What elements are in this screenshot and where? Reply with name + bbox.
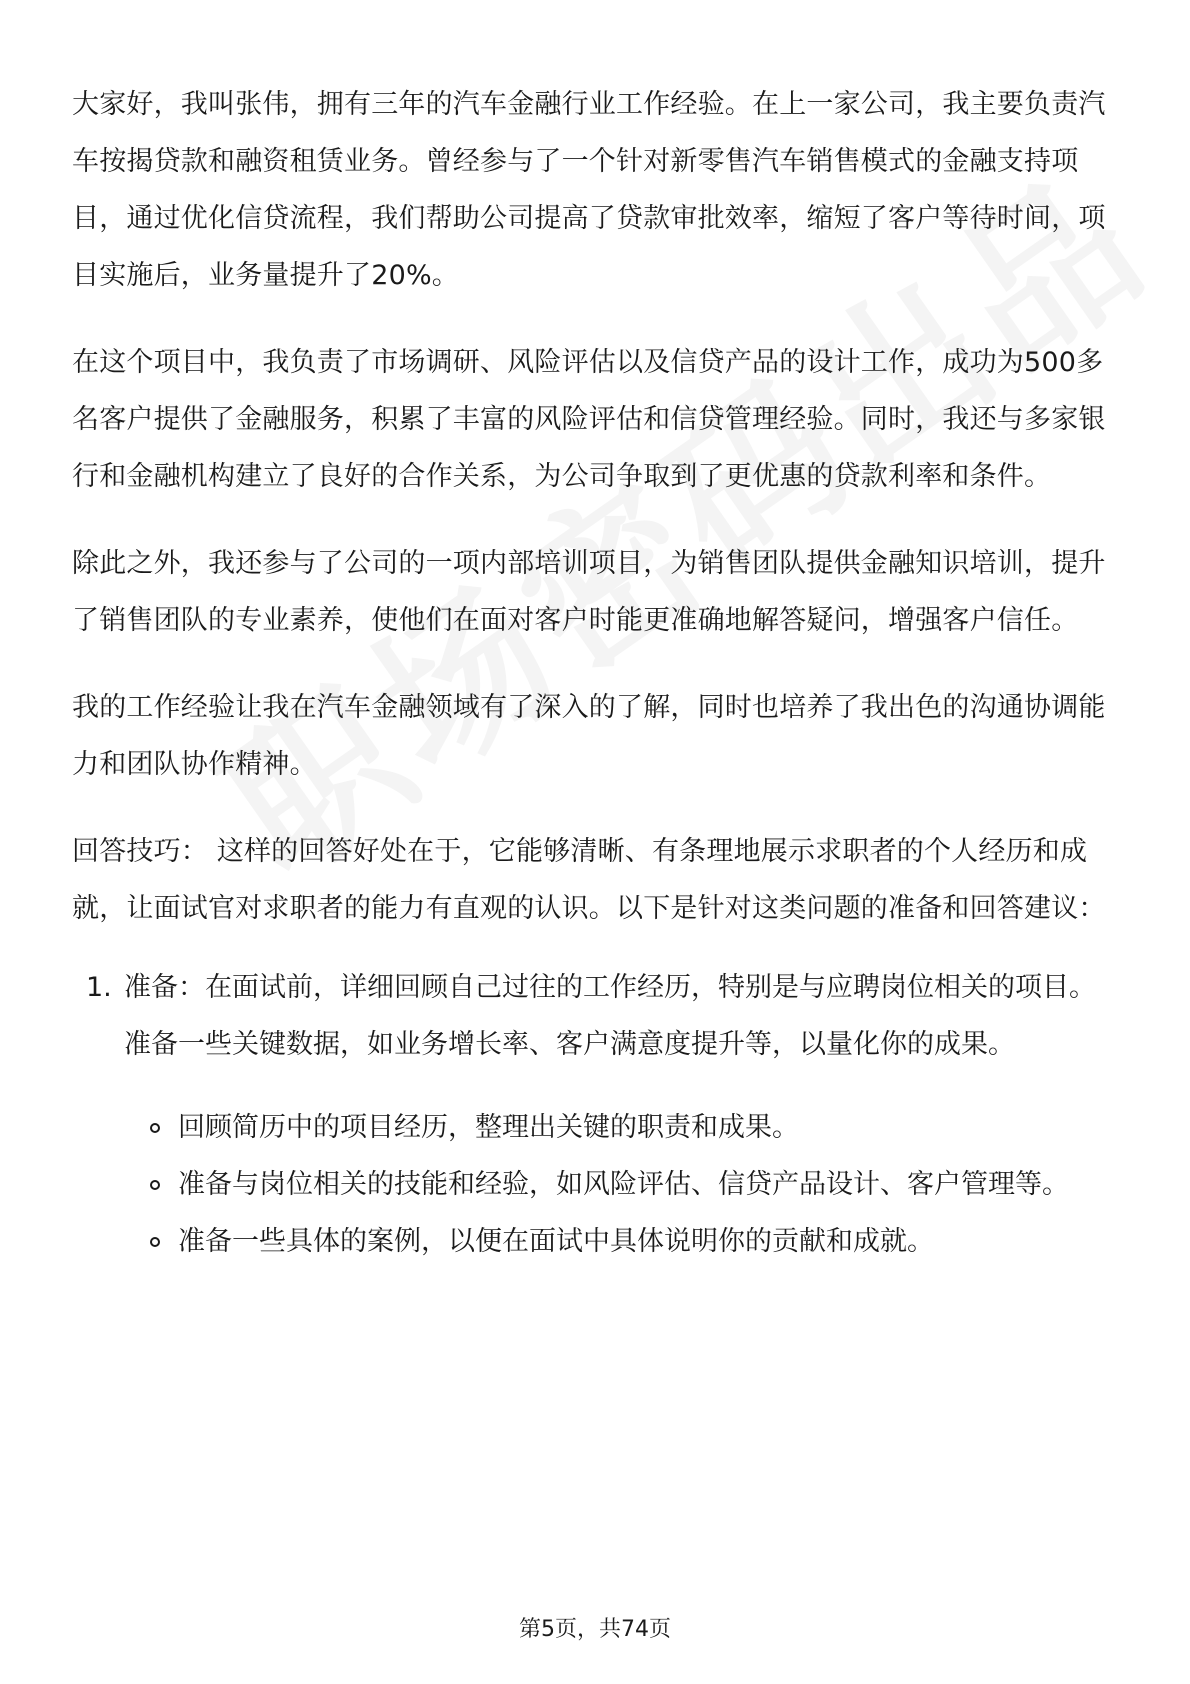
circle-bullet-icon (150, 1123, 160, 1133)
sub-list-item-text: 准备一些具体的案例，以便在面试中具体说明你的贡献和成就。 (178, 1226, 934, 1257)
paragraph-training: 除此之外，我还参与了公司的一项内部培训项目，为销售团队提供金融知识培训，提升了销售团队的专业素养，使他们在面对客户时能更准确地解答疑问，增强客户信任。 (72, 548, 1106, 636)
sub-list (72, 1099, 1120, 1270)
list-item (72, 959, 1120, 1270)
circle-bullet-icon (150, 1237, 160, 1247)
sub-list-item (72, 1213, 1120, 1270)
sub-list-item-text: 回顾简历中的项目经历，整理出关键的职责和成果。 (178, 1112, 799, 1143)
document-body (72, 76, 1120, 1270)
paragraph-tips: 回答技巧： 这样的回答好处在于，它能够清晰、有条理地展示求职者的个人经历和成就，让面试官对求职者的能力有直观的认识。以下是针对这类问题的准备和回答建议： (72, 836, 1106, 924)
sub-list-item-text: 准备与岗位相关的技能和经验，如风险评估、信贷产品设计、客户管理等。 (178, 1169, 1069, 1200)
paragraph-intro: 大家好，我叫张伟，拥有三年的汽车金融行业工作经验。在上一家公司，我主要负责汽车按揭贷款和融资租赁业务。曾经参与了一个针对新零售汽车销售模式的金融支持项目，通过优化信贷流程，我们帮助公司提高了贷款审批效率，缩短了客户等待时间，项目实施后，业务量提升了20%。 (72, 89, 1106, 291)
paragraph-summary: 我的工作经验让我在汽车金融领域有了深入的了解，同时也培养了我出色的沟通协调能力和团队协作精神。 (72, 692, 1106, 780)
list-item-text: 准备：在面试前，详细回顾自己过往的工作经历，特别是与应聘岗位相关的项目。准备一些关键数据，如业务增长率、客户满意度提升等，以量化你的成果。 (124, 972, 1096, 1060)
sub-list-item (72, 1156, 1120, 1213)
list-number: 1. (86, 972, 112, 1003)
page-footer: 第5页，共74页 (519, 1617, 671, 1642)
circle-bullet-icon (150, 1180, 160, 1190)
sub-list-item (72, 1099, 1120, 1156)
ordered-list (72, 959, 1120, 1270)
paragraph-project: 在这个项目中，我负责了市场调研、风险评估以及信贷产品的设计工作，成功为500多名客户提供了金融服务，积累了丰富的风险评估和信贷管理经验。同时，我还与多家银行和金融机构建立了良好的合作关系，为公司争取到了更优惠的贷款利率和条件。 (72, 347, 1106, 492)
